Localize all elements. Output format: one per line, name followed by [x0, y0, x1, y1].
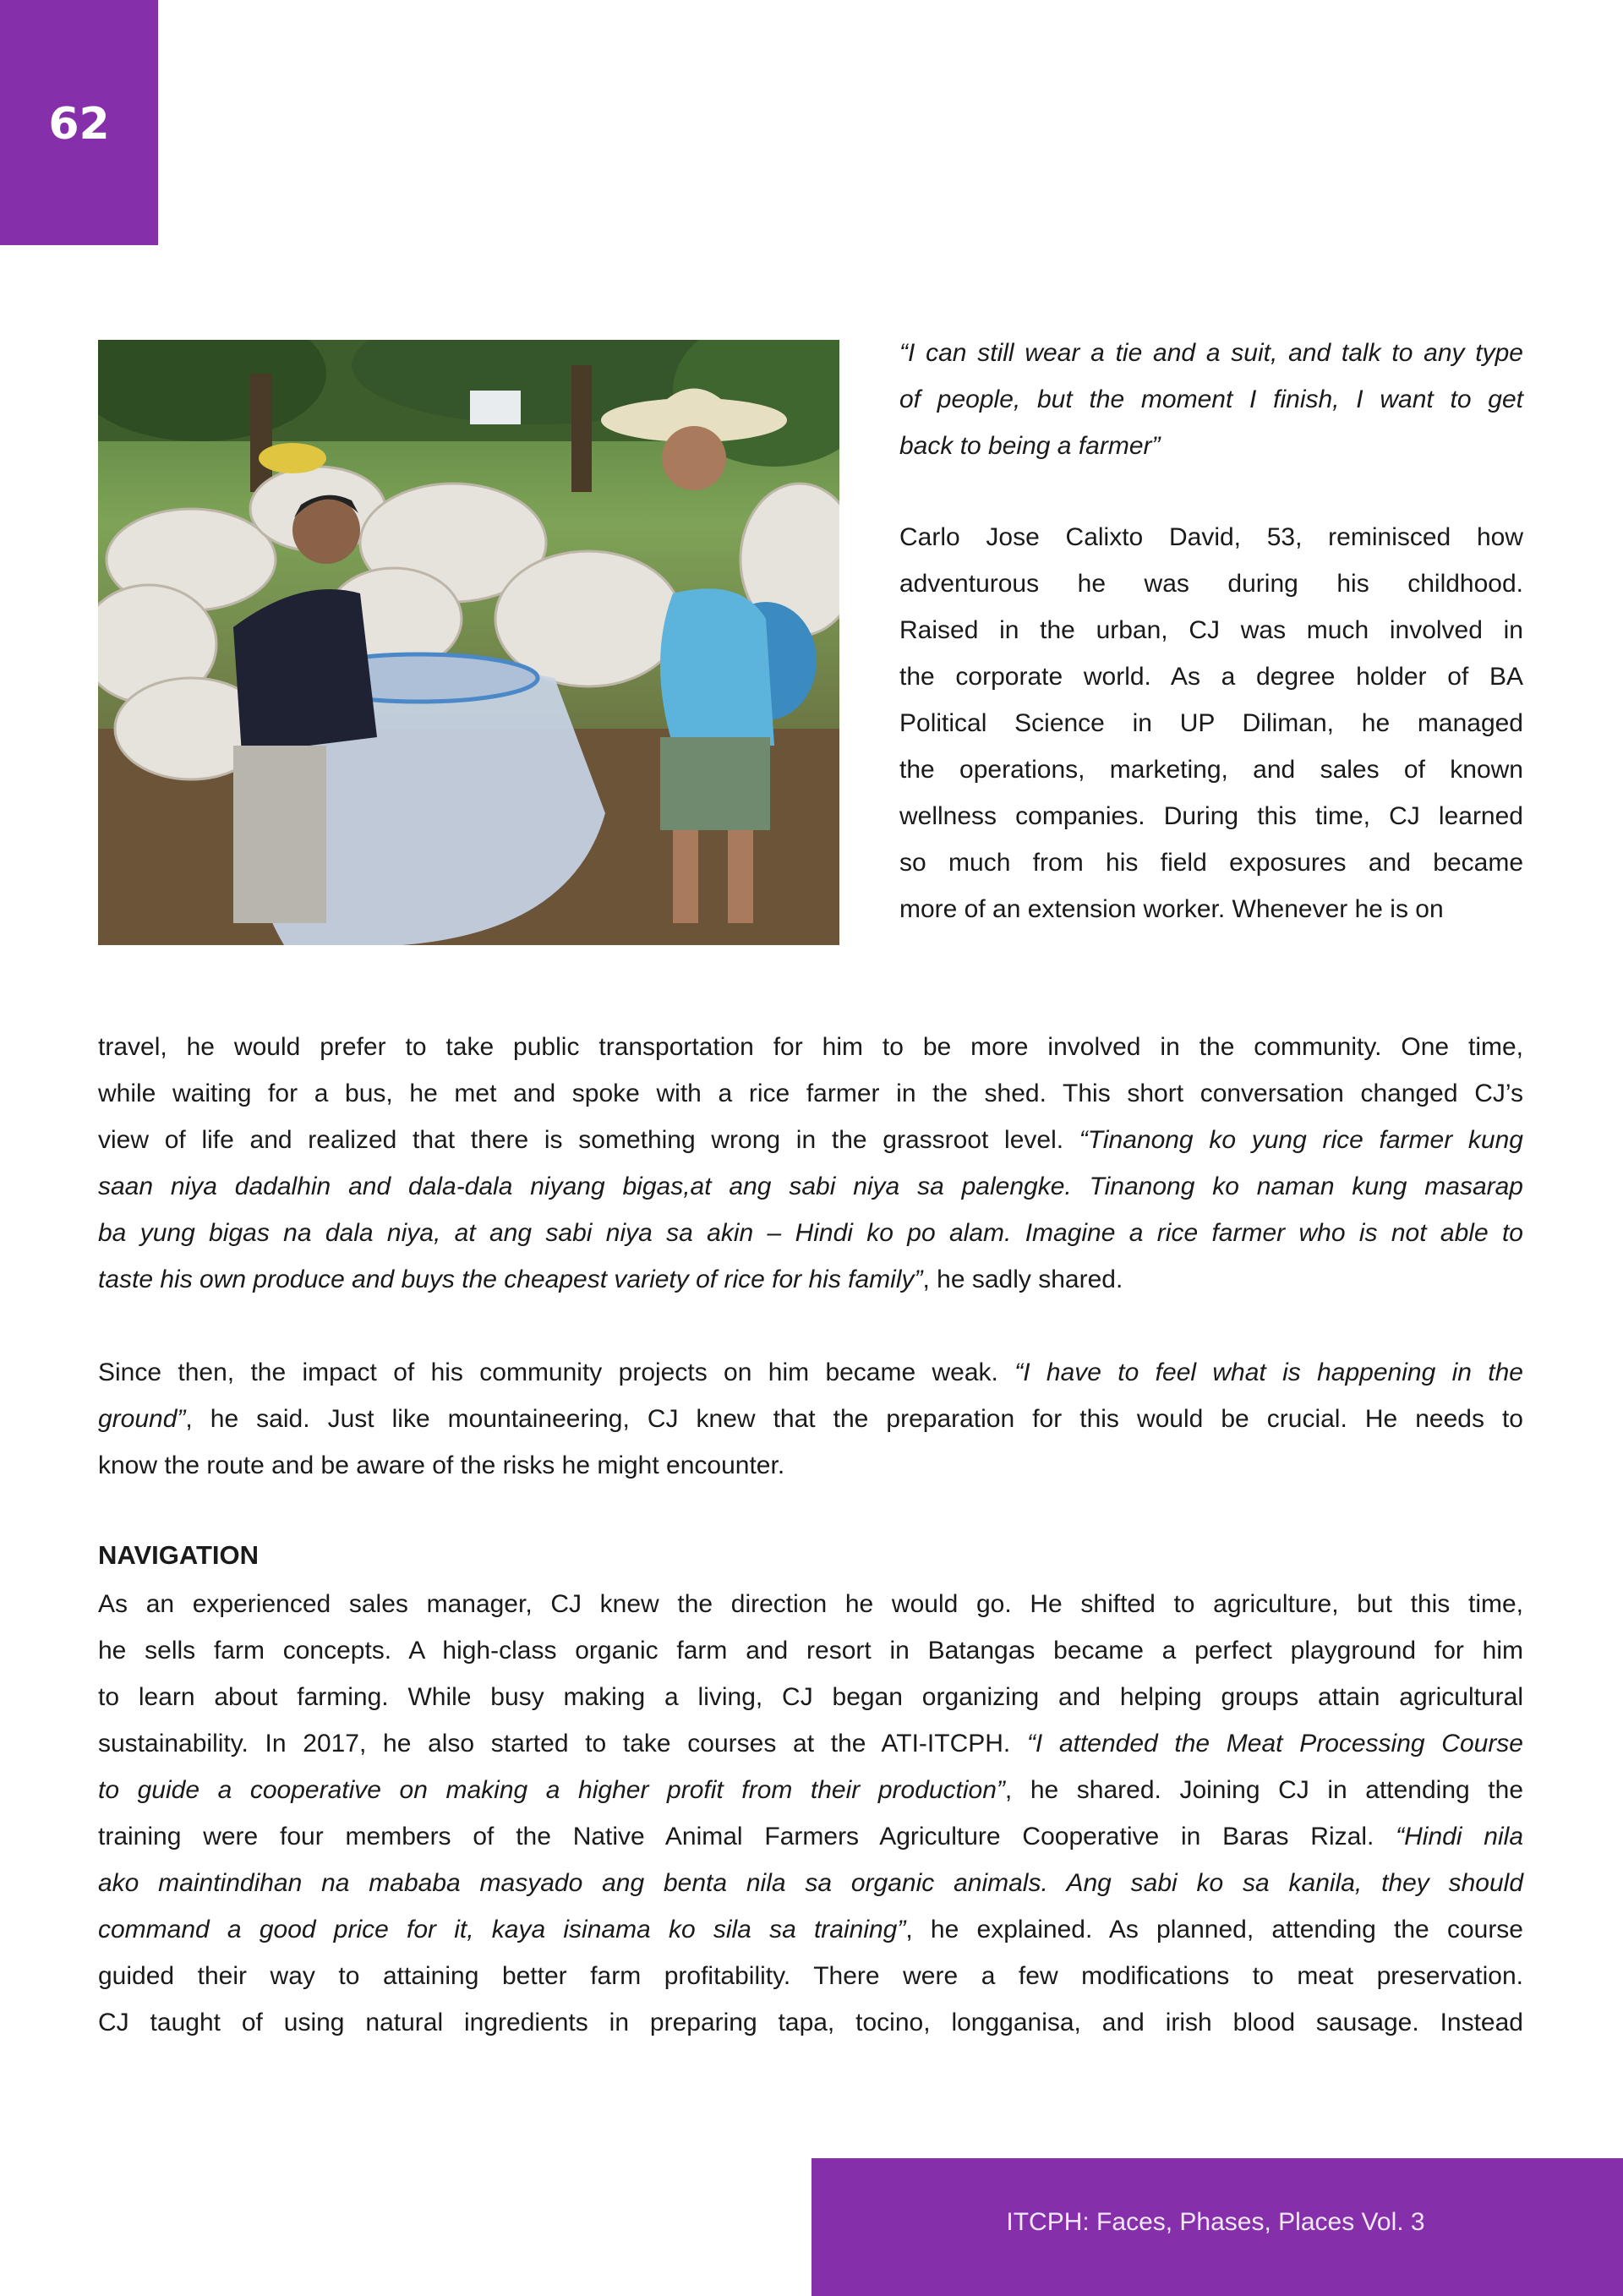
body-text: As an experienced sales manager, CJ knew the direction he would go. He shifted to agriculture, but this time,	[98, 1590, 1523, 1618]
text-line	[98, 1999, 1523, 2046]
body-text: , he shared. Joining CJ in attending the	[1004, 1776, 1524, 1804]
body-text: know the route and be aware of the risks he might encounter.	[98, 1451, 785, 1479]
article-photo	[98, 340, 839, 945]
quoted-text: of people, but the moment I finish, I want to get	[899, 385, 1523, 413]
quoted-text: ako maintindihan na mababa masyado ang benta nila sa organic animals. Ang sabi ko sa kanila, they should	[98, 1869, 1523, 1897]
page-number-tab	[0, 0, 158, 245]
body-text: CJ taught of using natural ingredients in preparing tapa, tocino, longganisa, and irish blood sausage. Instead	[98, 2009, 1523, 2036]
text-line	[98, 1906, 1523, 1953]
paragraph-3	[98, 1581, 1523, 2046]
text-line	[98, 1860, 1523, 1906]
quoted-text: ba yung bigas na dala niya, at ang sabi niya sa akin – Hindi ko po alam. Imagine a rice farmer who is not able to	[98, 1219, 1523, 1247]
body-text: he sells farm concepts. A high-class organic farm and resort in Batangas became a perfect playground for him	[98, 1637, 1523, 1665]
text-line	[98, 1256, 1523, 1303]
text-line	[899, 330, 1523, 376]
quoted-text: to guide a cooperative on making a higher profit from their production”	[98, 1776, 1005, 1804]
body-text: adventurous he was during his childhood.	[899, 570, 1523, 598]
footer-band	[812, 2158, 1623, 2296]
intro-paragraph	[899, 514, 1523, 932]
body-text: training were four members of the Native Animal Farmers Agriculture Cooperative in Baras Rizal.	[98, 1823, 1396, 1850]
quoted-text: taste his own produce and buys the cheapest variety of rice for his family”	[98, 1266, 923, 1293]
text-line	[899, 746, 1523, 793]
body-text: guided their way to attaining better farm profitability. There were a few modifications to meat preservation.	[98, 1962, 1523, 1990]
quoted-text: back to being a farmer”	[899, 432, 1161, 460]
text-line	[899, 839, 1523, 886]
publication-title: ITCPH: Faces, Phases, Places Vol. 3	[1006, 2208, 1425, 2236]
body-text: the corporate world. As a degree holder of BA	[899, 663, 1523, 691]
body-text: to learn about farming. While busy making a living, CJ began organizing and helping groups attain agricultural	[98, 1683, 1523, 1711]
text-line	[98, 1163, 1523, 1210]
body-text: while waiting for a bus, he met and spoke with a rice farmer in the shed. This short conversation changed CJ’s	[98, 1080, 1523, 1107]
body-text: Since then, the impact of his community projects on him became weak.	[98, 1358, 1015, 1386]
quoted-text: saan niya dadalhin and dala-dala niyang bigas,at ang sabi niya sa palengke. Tinanong ko naman kung masarap	[98, 1173, 1523, 1200]
body-text: Raised in the urban, CJ was much involved in	[899, 616, 1523, 644]
text-line	[899, 423, 1523, 469]
quoted-text: “Tinanong ko yung rice farmer kung	[1079, 1126, 1523, 1154]
body-text: , he explained. As planned, attending the course	[905, 1916, 1523, 1943]
text-line	[98, 1024, 1523, 1070]
paragraph-1	[98, 1024, 1523, 1303]
text-line	[899, 653, 1523, 700]
body-text: sustainability. In 2017, he also started to take courses at the ATI-ITCPH.	[98, 1730, 1027, 1758]
body-text: Political Science in UP Diliman, he managed	[899, 709, 1523, 737]
body-text: wellness companies. During this time, CJ learned	[899, 802, 1523, 830]
text-line	[899, 700, 1523, 746]
text-line	[98, 1349, 1523, 1396]
text-line	[98, 1070, 1523, 1117]
text-line	[98, 1581, 1523, 1627]
quoted-text: ground”	[98, 1405, 186, 1433]
body-text: Carlo Jose Calixto David, 53, reminisced how	[899, 523, 1523, 551]
quoted-text: command a good price for it, kaya isinama ko sila sa training”	[98, 1916, 906, 1943]
quoted-text: “I can still wear a tie and a suit, and talk to any type	[899, 339, 1523, 367]
photo-farmers-with-sacks-icon	[98, 340, 839, 945]
text-line	[98, 1210, 1523, 1256]
body-text: the operations, marketing, and sales of known	[899, 756, 1523, 784]
body-text: more of an extension worker. Whenever he is on	[899, 895, 1444, 923]
text-line	[899, 560, 1523, 607]
text-line	[899, 886, 1523, 932]
quoted-text: “I attended the Meat Processing Course	[1026, 1730, 1523, 1758]
body-text: view of life and realized that there is something wrong in the grassroot level.	[98, 1126, 1079, 1154]
pull-quote	[899, 330, 1523, 469]
text-line	[98, 1442, 1523, 1489]
quoted-text: “Hindi nila	[1396, 1823, 1524, 1850]
text-line	[98, 1396, 1523, 1442]
text-line	[899, 376, 1523, 423]
paragraph-2	[98, 1349, 1523, 1489]
page-number: 62	[48, 99, 110, 150]
text-line	[899, 514, 1523, 560]
body-text: , he sadly shared.	[922, 1266, 1123, 1293]
text-line	[98, 1117, 1523, 1163]
body-text: , he said. Just like mountaineering, CJ knew that the preparation for this would be crucial. He needs to	[185, 1405, 1523, 1433]
body-text: so much from his field exposures and became	[899, 849, 1523, 877]
text-line	[98, 1953, 1523, 1999]
quoted-text: “I have to feel what is happening in the	[1014, 1358, 1523, 1386]
text-line	[98, 1767, 1523, 1813]
section-heading-navigation: NAVIGATION	[98, 1540, 260, 1570]
text-line	[98, 1674, 1523, 1720]
text-line	[98, 1720, 1523, 1767]
body-text: travel, he would prefer to take public transportation for him to be more involved in the community. One time,	[98, 1033, 1523, 1061]
text-line	[98, 1813, 1523, 1860]
text-line	[899, 793, 1523, 839]
text-line	[899, 607, 1523, 653]
text-line	[98, 1627, 1523, 1674]
